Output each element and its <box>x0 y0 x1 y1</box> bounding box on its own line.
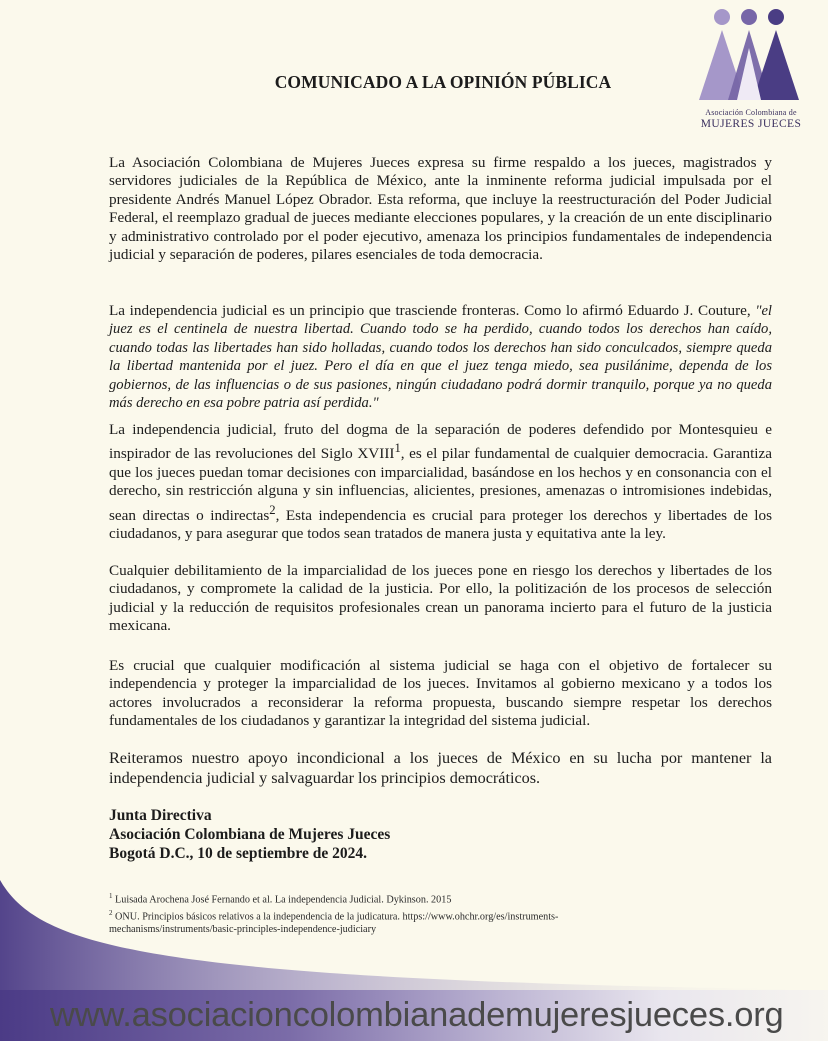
signature-board: Junta Directiva <box>109 807 212 824</box>
logo-text-line2: MUJERES JUECES <box>700 118 802 130</box>
signature-place-date: Bogotá D.C., 10 de septiembre de 2024. <box>109 845 368 862</box>
footnote-ref-1: 1 <box>394 441 401 456</box>
paragraph-3-part-a: La independencia judicial, fruto del dogma de la separación de poderes defendido por Montesquieu e inspirador de las revoluciones del Siglo XVIII <box>109 421 772 463</box>
footnote-2-text: ONU. Principios básicos relativos a la independencia de la judicatura. https://www.ohchr.org/es/instruments-mechanisms/instruments/basic-principles-independence-judiciary <box>109 911 559 935</box>
document-title: COMUNICADO A LA OPINIÓN PÚBLICA <box>274 72 612 92</box>
logo-figures-icon <box>695 8 807 104</box>
website-url[interactable]: www.asociacioncolombianademujeresjueces.org <box>50 996 784 1034</box>
footnote-1-mark: 1 <box>109 892 113 900</box>
logo-text-line1: Asociación Colombiana de <box>705 108 797 117</box>
paragraph-1: La Asociación Colombiana de Mujeres Jueces expresa su firme respaldo a los jueces, magistrados y servidores judiciales de la República de México, ante la inminente reforma judicial impulsada por el presidente Andrés Manuel López Obrador. Esta reforma, que incluye la reestructuración del Poder Judicial Federal, el reemplazo gradual de jueces mediante elecciones populares, y la creación de un ente disciplinario y administrativo controlado por el poder ejecutivo, amenaza los principios fundamentales de independencia judicial y separación de poderes, pilares esenciales de toda democracia. <box>109 154 772 264</box>
paragraph-5: Es crucial que cualquier modificación al sistema judicial se haga con el objetivo de fortalecer su independencia y proteger la imparcialidad de los jueces. Invitamos al gobierno mexicano y a todos los actores involucrados a reconsiderar la reforma propuesta, buscando siempre respetar los derechos fundamentales de los ciudadanos y garantizar la integridad del sistema judicial. <box>109 657 772 730</box>
footnote-2-mark: 2 <box>109 908 113 917</box>
association-logo <box>690 8 812 134</box>
signature-block <box>109 806 390 863</box>
paragraph-4: Cualquier debilitamiento de la imparcialidad de los jueces pone en riesgo los derechos y libertades de los ciudadanos, y compromete la calidad de la justicia. Por ello, la politización de los procesos de selección judicial y la reducción de requisitos profesionales crean un panorama incierto para el futuro de la justicia mexicana. <box>109 562 772 635</box>
signature-organization: Asociación Colombiana de Mujeres Jueces <box>109 826 391 843</box>
paragraph-2-intro: La independencia judicial es un principio que trasciende fronteras. Como lo afirmó Eduardo J. Couture, <box>109 302 751 319</box>
footnote-1-text: Luisada Arochena José Fernando et al. La independencia Judicial. Dykinson. 2015 <box>115 894 452 906</box>
paragraph-3 <box>109 421 772 544</box>
couture-quote: "el juez es el centinela de nuestra libertad. Cuando todo se ha perdido, cuando todos los derechos han caído, cuando todas las libertades han sido holladas, cuando todos los derechos han sido conculcados, siempre queda la libertad mantenida por el juez. Pero el día en que el juez tenga miedo, sea pusilánime, dependa de los gobiernos, de las influencias o de sus pasiones, ningún ciudadano podrá dormir tranquilo, porque ya no queda más derecho en esa pobre patria así perdida." <box>109 303 772 412</box>
paragraph-3-part-b: , es el pilar fundamental de cualquier democracia. Garantiza que los jueces puedan tomar decisiones con imparcialidad, basándose en los hechos y en consonancia con el derecho, sin restricción alguna y sin influencias, alicientes, presiones, amenazas o intromisiones indebidas, sean directas o indirectas <box>109 445 772 524</box>
paragraph-3-part-c: , Esta independencia es crucial para proteger los derechos y libertades de los ciudadanos, y para asegurar que todos sean tratados de manera justa y equitativa ante la ley. <box>109 506 773 543</box>
paragraph-6: Reiteramos nuestro apoyo incondicional a los jueces de México en su lucha por mantener la independencia judicial y salvaguardar los principios democráticos. <box>109 749 772 787</box>
paragraph-2 <box>109 302 772 412</box>
footnote-ref-2: 2 <box>269 502 276 517</box>
